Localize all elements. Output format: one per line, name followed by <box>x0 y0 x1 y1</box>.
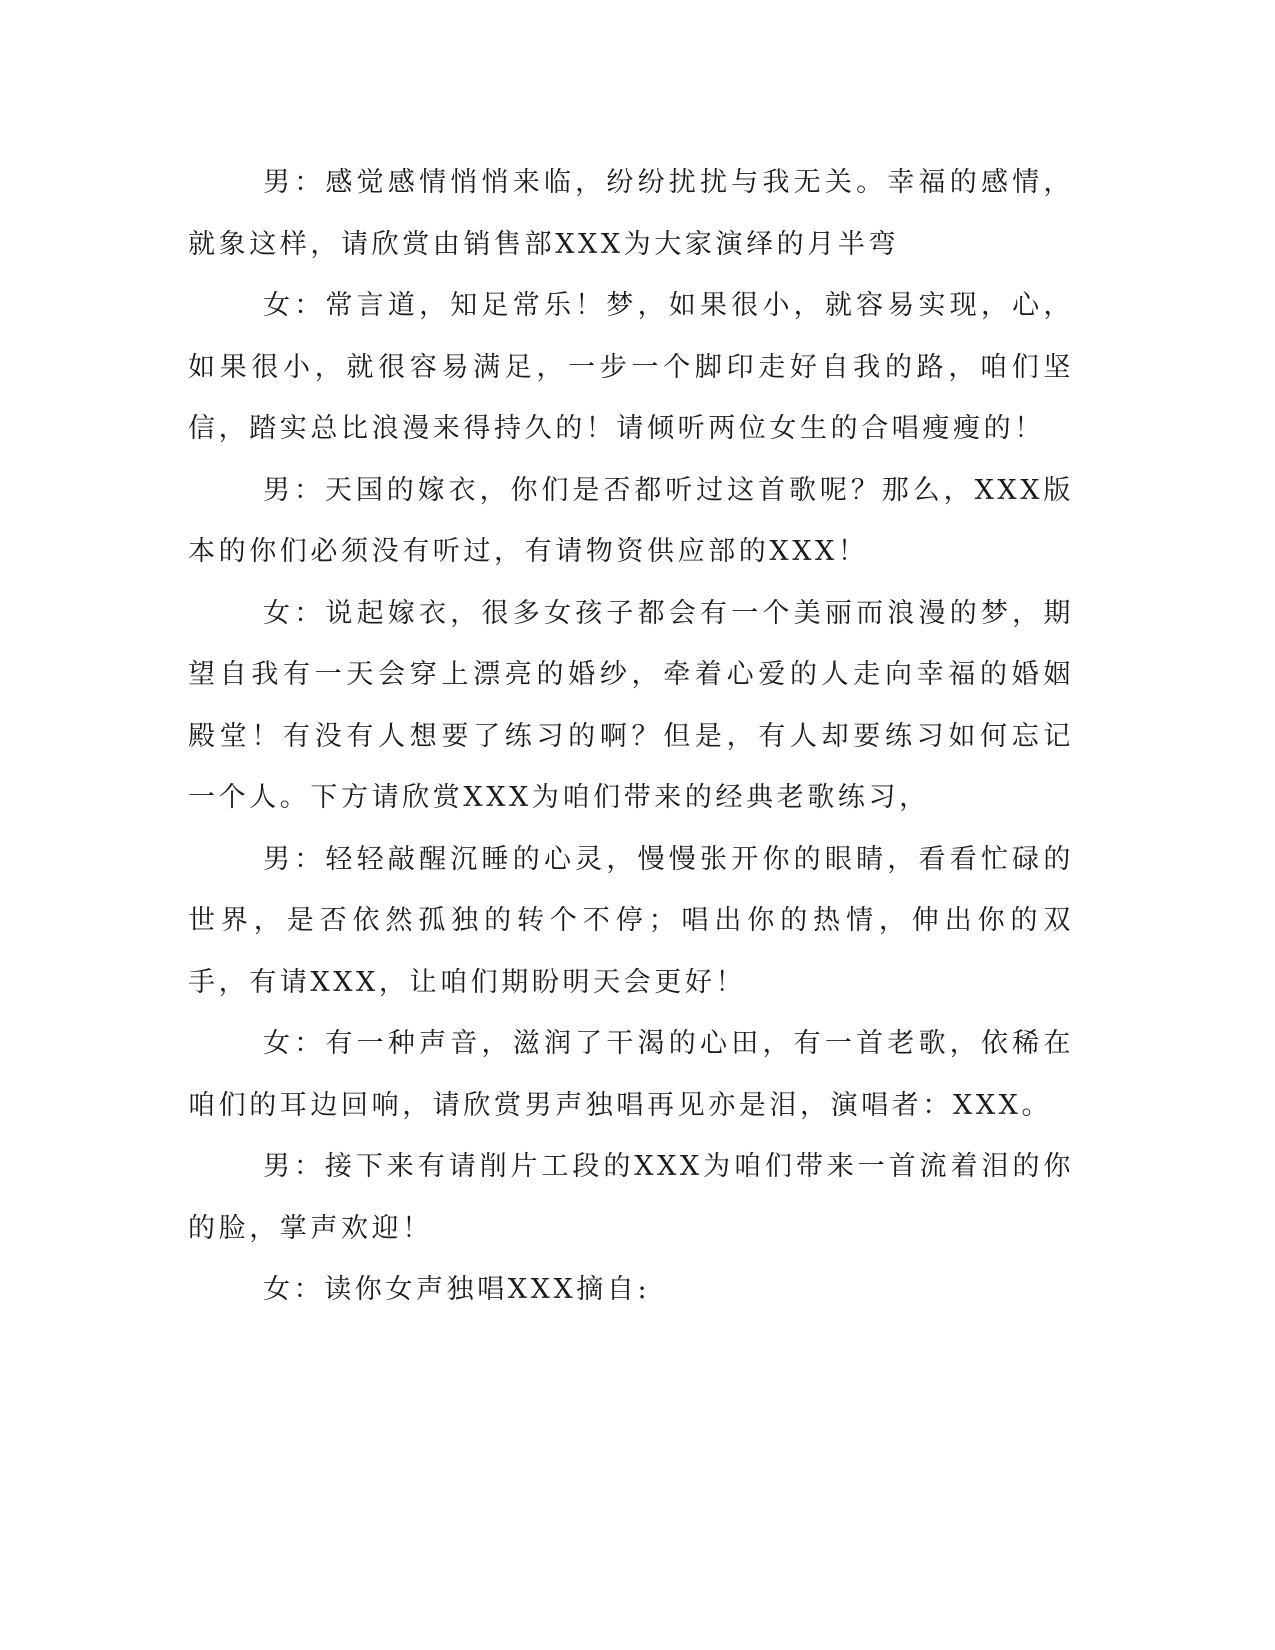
paragraph: 男：天国的嫁衣，你们是否都听过这首歌呢？那么，XXX版本的你们必须没有听过，有请物资供应部的XXX！ <box>188 474 1074 567</box>
paragraph: 女：有一种声音，滋润了干渴的心田，有一首老歌，依稀在咱们的耳边回响，请欣赏男声独唱再见亦是泪，演唱者：XXX。 <box>188 1028 1074 1121</box>
paragraph: 女：常言道，知足常乐！梦，如果很小，就容易实现，心，如果很小，就很容易满足，一步一个脚印走好自我的路，咱们坚信，踏实总比浪漫来得持久的！请倾听两位女生的合唱瘦瘦的！ <box>188 290 1074 444</box>
paragraph: 男：接下来有请削片工段的XXX为咱们带来一首流着泪的你的脸，掌声欢迎！ <box>188 1151 1074 1244</box>
document-body <box>188 152 1074 1321</box>
paragraph: 女：读你女声独唱XXX摘自: <box>263 1274 651 1305</box>
paragraph: 女：说起嫁衣，很多女孩子都会有一个美丽而浪漫的梦，期望自我有一天会穿上漂亮的婚纱，牵着心爱的人走向幸福的婚姻殿堂！有没有人想要了练习的啊？但是，有人却要练习如何忘记一个人。下方请欣赏XXX为咱们带来的经典老歌练习， <box>188 597 1074 813</box>
paragraph: 男：感觉感情悄悄来临，纷纷扰扰与我无关。幸福的感情，就象这样，请欣赏由销售部XXX为大家演绎的月半弯 <box>188 167 1074 260</box>
paragraph: 男：轻轻敲醒沉睡的心灵，慢慢张开你的眼睛，看看忙碌的世界，是否依然孤独的转个不停；唱出你的热情，伸出你的双手，有请XXX，让咱们期盼明天会更好！ <box>188 843 1074 998</box>
